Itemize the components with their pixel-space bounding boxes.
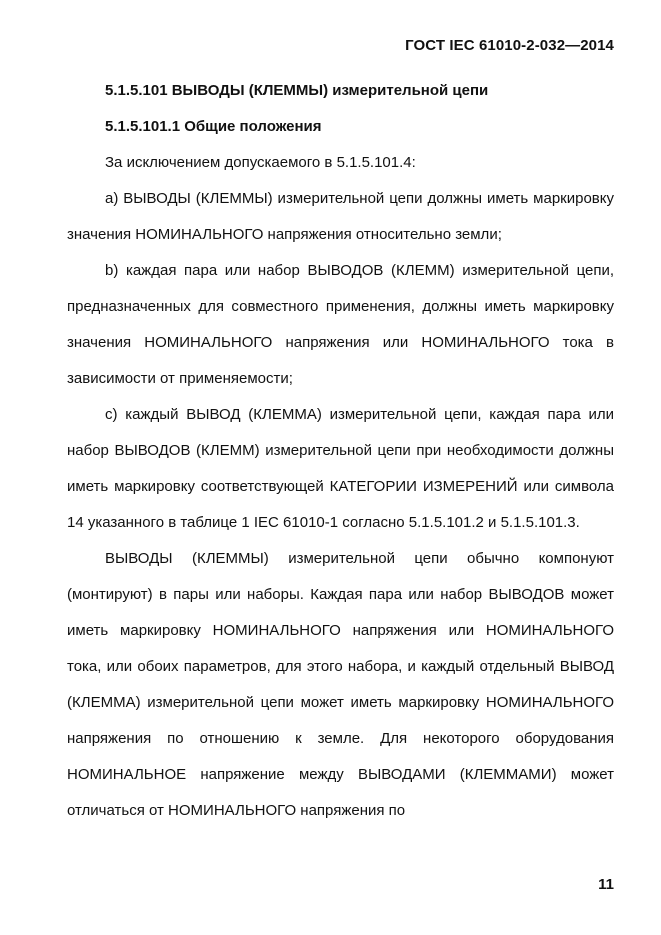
list-item-b: b) каждая пара или набор ВЫВОДОВ (КЛЕММ) измерительной цепи, предназначенных для совместного применения, должны иметь маркировку значения НОМИНАЛЬНОГО напряжения или НОМИНАЛЬНОГО тока в зависимости от применяемости; [67, 262, 614, 387]
list-item-a: a) ВЫВОДЫ (КЛЕММЫ) измерительной цепи должны иметь маркировку значения НОМИНАЛЬНОГО напряжения относительно земли; [67, 190, 614, 243]
list-item-c: c) каждый ВЫВОД (КЛЕММА) измерительной цепи, каждая пара или набор ВЫВОДОВ (КЛЕММ) измерительной цепи при необходимости должны иметь маркировку соответствующей КАТЕГОРИИ ИЗМЕРЕНИЙ или символа 14 указанного в таблице 1 IEC 61010-1 согласно 5.1.5.101.2 и 5.1.5.101.3. [67, 406, 614, 531]
standard-designation: ГОСТ IEC 61010-2-032—2014 [405, 37, 614, 54]
section-heading: 5.1.5.101 ВЫВОДЫ (КЛЕММЫ) измерительной цепи [105, 82, 489, 99]
page-number: 11 [598, 876, 614, 893]
document-body [67, 73, 614, 829]
intro-paragraph: За исключением допускаемого в 5.1.5.101.4: [105, 154, 416, 171]
body-paragraph: ВЫВОДЫ (КЛЕММЫ) измерительной цепи обычно компонуют (монтируют) в пары или наборы. Каждая пара или набор ВЫВОДОВ может иметь маркировку НОМИНАЛЬНОГО напряжения или НОМИНАЛЬНОГО тока, или обоих параметров, для этого набора, и каждый отдельный ВЫВОД (КЛЕММА) измерительной цепи может иметь маркировку НОМИНАЛЬНОГО напряжения по отношению к земле. Для некоторого оборудования НОМИНАЛЬНОЕ напряжение между ВЫВОДАМИ (КЛЕММАМИ) может отличаться от НОМИНАЛЬНОГО напряжения по [67, 550, 614, 819]
subsection-heading: 5.1.5.101.1 Общие положения [105, 118, 322, 135]
